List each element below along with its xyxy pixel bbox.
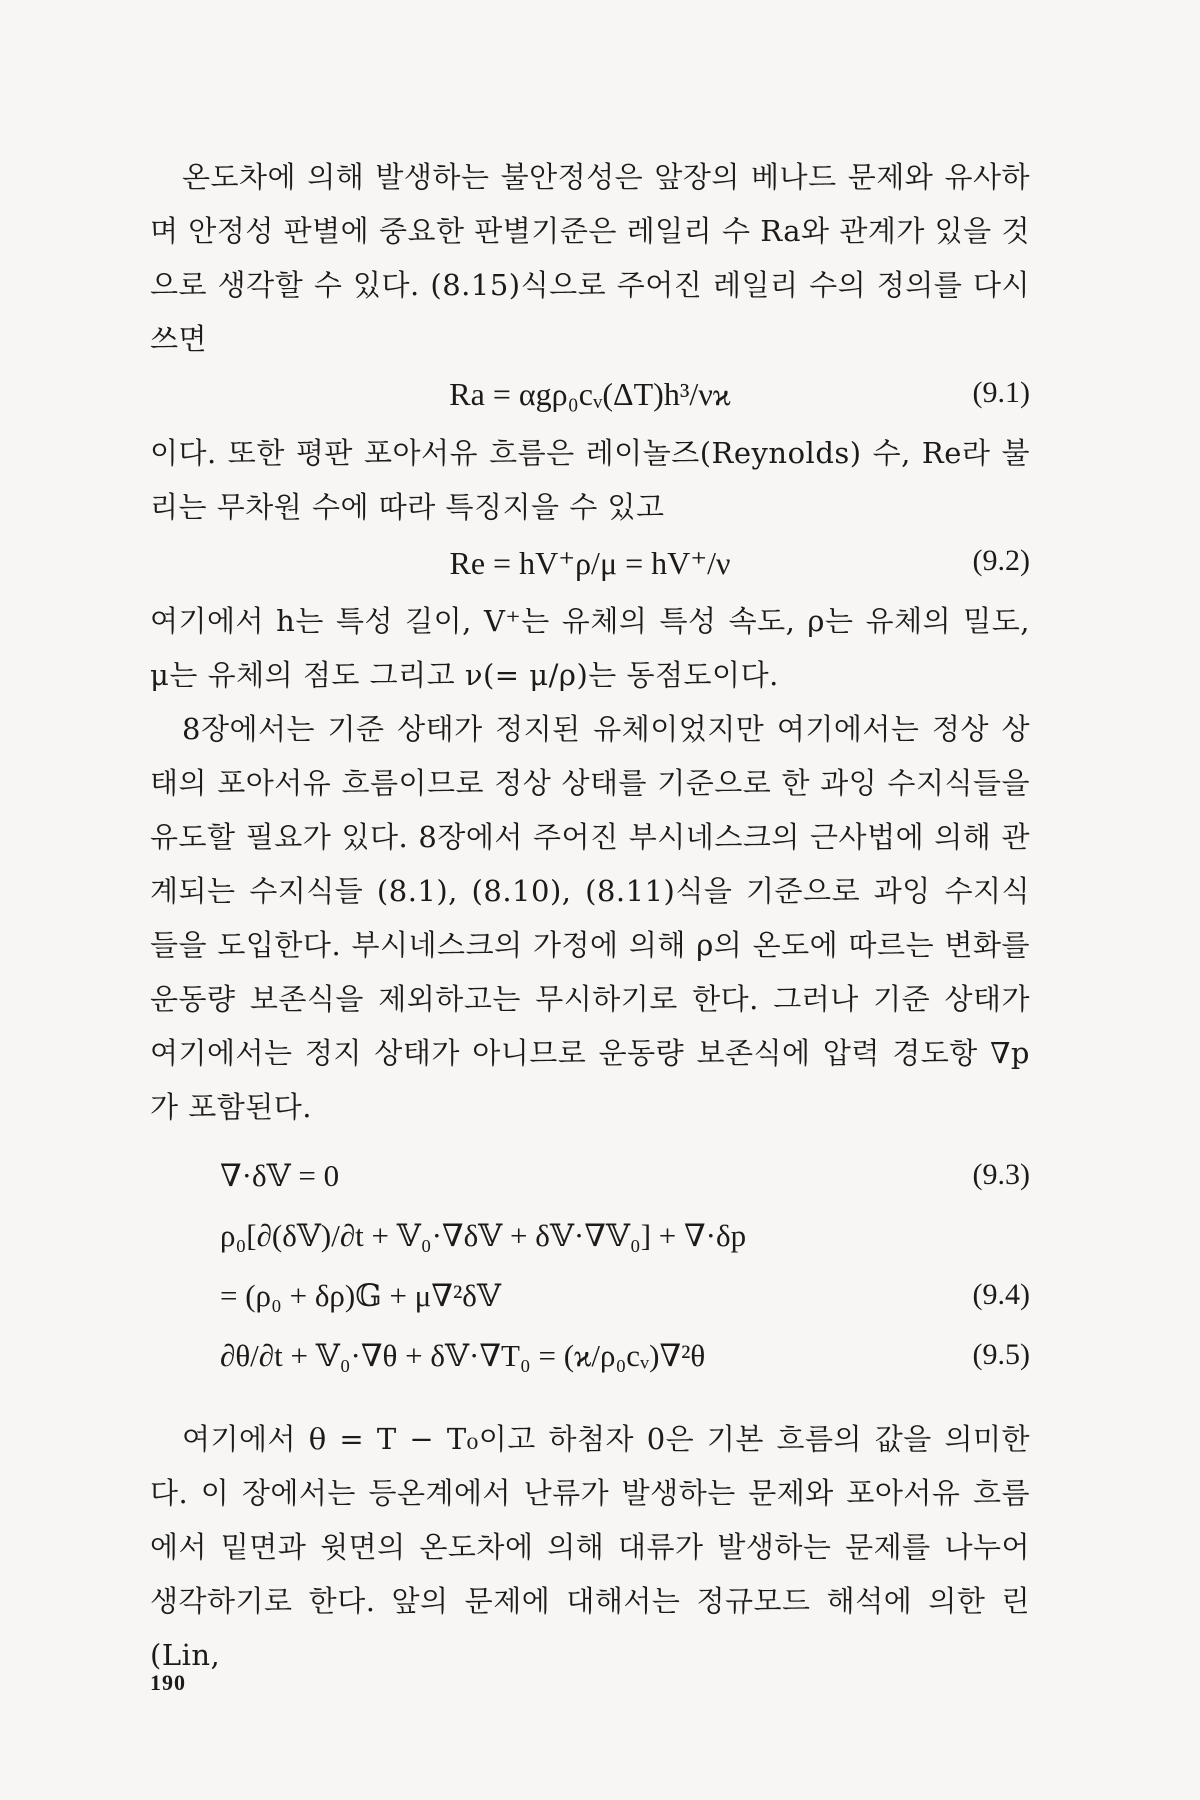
equation-expression: Ra = αgρ₀cᵥ(ΔT)h³/νϰ [449,376,731,412]
page-number: 190 [150,1670,186,1695]
equation-number: (9.1) [972,376,1030,409]
equation-number: (9.2) [972,544,1030,577]
paragraph-conclusion: 여기에서 θ = T − T₀이고 하첨자 0은 기본 흐름의 값을 의미한다. 이 장에서는 등온계에서 난류가 발생하는 문제와 포아서유 흐름에서 밑면과 윗면의 온도차에 의해 대류가 발생하는 문제를 나누어 생각하기로 한다. 앞의 문제에 대해서는 정규모드 해석에 의한 린(Lin, [150,1422,1030,1672]
paragraph-reynolds: 이다. 또한 평판 포아서유 흐름은 레이놀즈(Reynolds) 수, Re라 불리는 무차원 수에 따라 특징지을 수 있고 [150,436,1030,524]
paragraph-intro: 온도차에 의해 발생하는 불안정성은 앞장의 베나드 문제와 유사하며 안정성 판별에 중요한 판별기준은 레일리 수 Ra와 관계가 있을 것으로 생각할 수 있다. (8.15)식으로 주어진 레일리 수의 정의를 다시 쓰면 [150,160,1030,356]
equation-expression: ρ₀[∂(δ𝕍)/∂t + 𝕍₀·∇δ𝕍 + δ𝕍·∇𝕍₀] + ∇·δp [220,1218,747,1253]
equation-number: (9.4) [972,1278,1030,1311]
equation-expression: Re = hV⁺ρ/μ = hV⁺/ν [449,545,731,581]
equation-expression: ∂θ/∂t + 𝕍₀·∇θ + δ𝕍·∇T₀ = (ϰ/ρ₀cᵥ)∇²θ [220,1338,706,1373]
equation-9-1 [150,366,1030,426]
paragraph-definitions: 여기에서 h는 특성 길이, V⁺는 유체의 특성 속도, ρ는 유체의 밀도, μ는 유체의 점도 그리고 ν(= μ/ρ)는 동점도이다. [150,604,1030,692]
equation-9-2 [150,534,1030,594]
equation-expression: ∇·δ𝕍 = 0 [220,1158,340,1193]
equation-number: (9.5) [972,1338,1030,1371]
equation-9-4-line1 [150,1208,1030,1268]
equation-9-4-line2 [150,1268,1030,1328]
equation-expression: = (ρ₀ + δρ)𝔾 + μ∇²δ𝕍 [220,1278,501,1313]
equation-9-3 [150,1148,1030,1208]
equation-number: (9.3) [972,1158,1030,1191]
page-body [150,150,1030,1682]
paragraph-boussinesq: 8장에서는 기준 상태가 정지된 유체이었지만 여기에서는 정상 상태의 포아서유 흐름이므로 정상 상태를 기준으로 한 과잉 수지식들을 유도할 필요가 있다. 8장에서 주어진 부시네스크의 근사법에 의해 관계되는 수지식들 (8.1), (8.10), (8.11)식을 기준으로 과잉 수지식들을 도입한다. 부시네스크의 가정에 의해 ρ의 온도에 따르는 변화를 운동량 보존식을 제외하고는 무시하기로 한다. 그러나 기준 상태가 여기에서는 정지 상태가 아니므로 운동량 보존식에 압력 경도항 ∇p가 포함된다. [150,712,1030,1124]
equation-9-5 [150,1328,1030,1388]
